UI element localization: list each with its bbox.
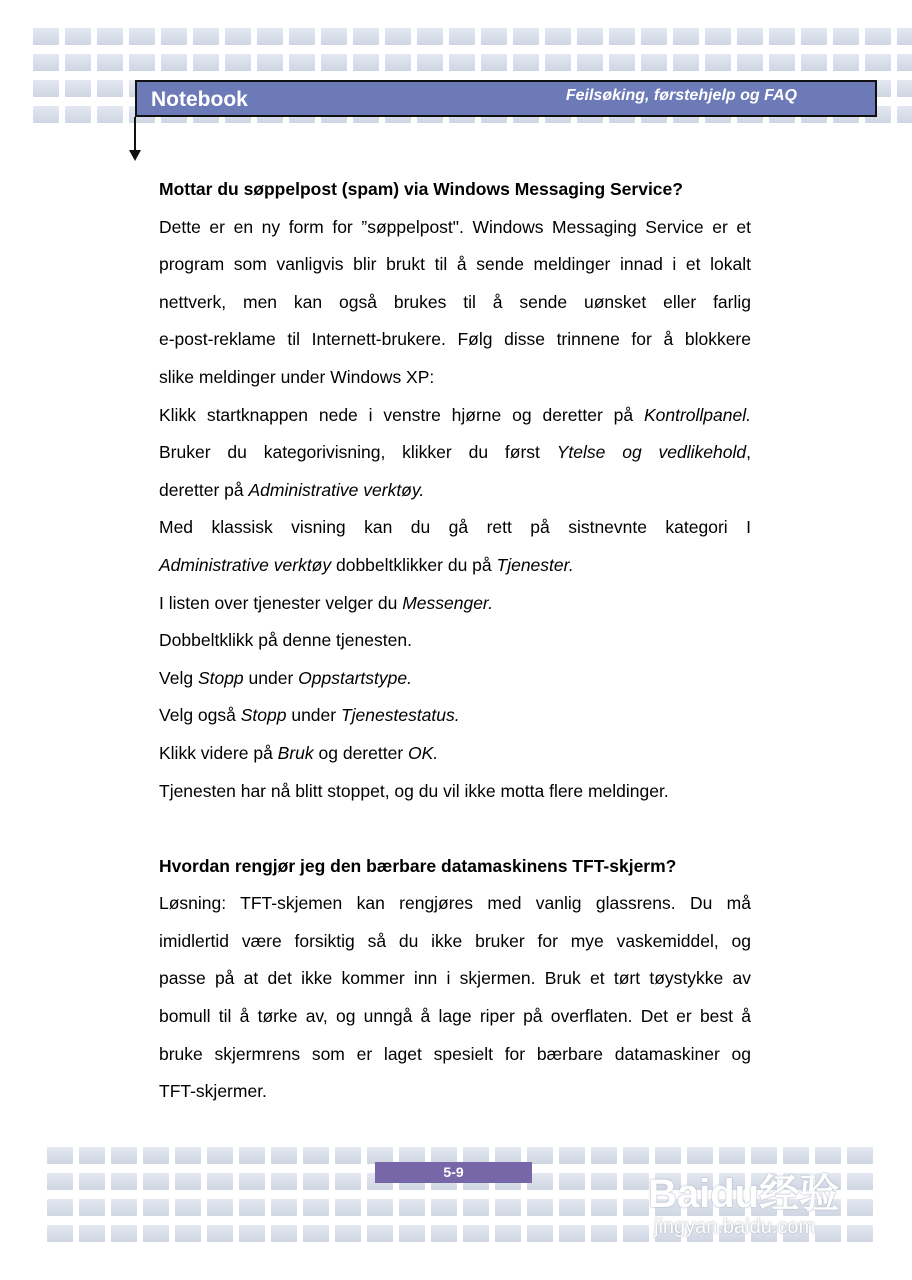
decor-tile xyxy=(335,1147,361,1164)
paragraph-line xyxy=(159,472,751,510)
decor-tile xyxy=(527,1199,553,1216)
decor-tile xyxy=(897,54,912,71)
decor-tile xyxy=(623,1173,649,1190)
decor-tile xyxy=(417,54,443,71)
decor-tile xyxy=(161,28,187,45)
decor-tile xyxy=(559,1225,585,1242)
decor-tile xyxy=(65,54,91,71)
decor-tile xyxy=(399,1225,425,1242)
decor-tile xyxy=(495,1199,521,1216)
decor-tile xyxy=(289,54,315,71)
paragraph-line: passe på at det ikke kommer inn i skjermen. Bruk et tørt tøystykke av xyxy=(159,968,751,989)
decor-tile xyxy=(545,54,571,71)
paragraph-line xyxy=(159,660,751,698)
decor-tile xyxy=(591,1173,617,1190)
decor-tile xyxy=(175,1225,201,1242)
arrow-down-icon xyxy=(129,150,141,161)
decor-tile xyxy=(463,1225,489,1242)
decor-tile xyxy=(33,106,59,123)
paragraph-line: Med klassisk visning kan du gå rett på sistnevnte kategori I xyxy=(159,517,751,538)
decor-tile xyxy=(367,1199,393,1216)
decor-tile xyxy=(47,1147,73,1164)
menu-reference: Administrative verktøy xyxy=(159,554,332,575)
decor-tile xyxy=(609,28,635,45)
watermark-logo-text: Baidu经验 xyxy=(648,1172,840,1216)
decor-tile xyxy=(737,54,763,71)
decor-tile xyxy=(801,28,827,45)
decor-tile xyxy=(367,1225,393,1242)
decor-tile xyxy=(417,28,443,45)
decor-tile xyxy=(865,28,891,45)
decor-tile xyxy=(289,28,315,45)
paragraph-line xyxy=(159,735,751,773)
decor-tile xyxy=(65,80,91,97)
decor-tile xyxy=(865,54,891,71)
text-run: Klikk videre på xyxy=(159,742,278,763)
decor-tile xyxy=(673,54,699,71)
decor-tile xyxy=(111,1147,137,1164)
decor-tile xyxy=(143,1225,169,1242)
paragraph-line: imidlertid være forsiktig så du ikke bruker for mye vaskemiddel, og xyxy=(159,930,751,951)
decor-tile xyxy=(303,1173,329,1190)
decor-tile xyxy=(321,28,347,45)
menu-reference: Stopp xyxy=(197,667,244,688)
paragraph-line: Dobbeltklikk på denne tjenesten. xyxy=(159,630,412,651)
decor-tile xyxy=(449,28,475,45)
decor-tile xyxy=(79,1199,105,1216)
decor-tile xyxy=(335,1199,361,1216)
paragraph-line xyxy=(159,397,751,435)
decor-tile xyxy=(207,1173,233,1190)
decor-tile xyxy=(623,1199,649,1216)
decor-tile xyxy=(559,1199,585,1216)
decor-tile xyxy=(143,1173,169,1190)
decor-tile xyxy=(161,54,187,71)
text-run: , xyxy=(746,442,751,463)
decor-tile xyxy=(47,1225,73,1242)
section-spacer xyxy=(159,810,751,848)
paragraph-line: bomull til å tørke av, og unngå å lage riper på overflaten. Det er best å xyxy=(159,1006,751,1027)
decor-tile xyxy=(47,1199,73,1216)
decor-tile xyxy=(225,28,251,45)
decor-tile xyxy=(801,54,827,71)
menu-reference: Ytelse og vedlikehold xyxy=(556,442,747,463)
decor-tile xyxy=(65,106,91,123)
decor-tile xyxy=(431,1199,457,1216)
menu-reference: Tjenester. xyxy=(496,554,574,575)
menu-reference: Administrative verktøy. xyxy=(248,479,425,500)
menu-reference: Stopp xyxy=(240,705,287,726)
decor-tile xyxy=(239,1225,265,1242)
decor-tile xyxy=(609,54,635,71)
text-run: Velg også xyxy=(159,705,241,726)
decor-tile xyxy=(897,106,912,123)
paragraph-line: bruke skjermrens som er laget spesielt for bærbare datamaskiner og xyxy=(159,1043,751,1064)
decor-tile xyxy=(129,28,155,45)
decor-tile xyxy=(399,1199,425,1216)
decor-tile xyxy=(97,106,123,123)
menu-reference: Tjenestestatus. xyxy=(340,705,460,726)
paragraph-line: Løsning: TFT-skjemen kan rengjøres med vanlig glassrens. Du må xyxy=(159,893,751,914)
decor-tile xyxy=(111,1173,137,1190)
menu-reference: Kontrollpanel. xyxy=(643,404,751,425)
decor-tile xyxy=(193,54,219,71)
decor-tile xyxy=(207,1225,233,1242)
decor-tile xyxy=(79,1173,105,1190)
decor-tile xyxy=(705,54,731,71)
decor-tile xyxy=(33,54,59,71)
menu-reference: OK. xyxy=(408,742,439,763)
paragraph-line: TFT-skjermer. xyxy=(159,1081,267,1102)
decor-tile xyxy=(641,54,667,71)
decor-tile xyxy=(271,1173,297,1190)
text-run: og deretter xyxy=(313,742,409,763)
decor-tile xyxy=(897,80,912,97)
decor-tile xyxy=(271,1147,297,1164)
decor-tile xyxy=(303,1199,329,1216)
decor-tile xyxy=(705,28,731,45)
decor-tile xyxy=(335,1173,361,1190)
decor-tile xyxy=(207,1199,233,1216)
paragraph-line: Tjenesten har nå blitt stoppet, og du vil ikke motta flere meldinger. xyxy=(159,780,669,801)
decor-tile xyxy=(335,1225,361,1242)
decor-tile xyxy=(207,1147,233,1164)
decor-tile xyxy=(431,1225,457,1242)
decor-tile xyxy=(143,1199,169,1216)
paragraph-line xyxy=(159,585,751,623)
text-run: Velg xyxy=(159,667,198,688)
text-run: Bruker du kategorivisning, klikker du først xyxy=(159,442,557,463)
decor-tile xyxy=(225,54,251,71)
decor-tile xyxy=(623,1225,649,1242)
paragraph-line: nettverk, men kan også brukes til å sende uønsket eller farlig xyxy=(159,291,751,312)
decor-tile xyxy=(463,1199,489,1216)
decor-tile xyxy=(769,28,795,45)
decor-tile xyxy=(591,1147,617,1164)
paragraph-line xyxy=(159,547,751,585)
text-run: deretter på xyxy=(159,479,249,500)
decor-tile xyxy=(97,54,123,71)
decor-tile xyxy=(47,1173,73,1190)
header-title: Notebook xyxy=(151,88,248,111)
decor-tile xyxy=(559,1173,585,1190)
paragraph-line xyxy=(159,434,751,472)
text-run: Klikk startknappen nede i venstre hjørne og deretter på xyxy=(159,404,644,425)
menu-reference: Messenger. xyxy=(402,592,493,613)
decor-tile xyxy=(385,28,411,45)
paragraph-line xyxy=(159,697,751,735)
paragraph-line: slike meldinger under Windows XP: xyxy=(159,366,435,387)
decor-tile xyxy=(111,1199,137,1216)
decor-tile xyxy=(271,1225,297,1242)
decor-tile xyxy=(673,28,699,45)
decor-tile xyxy=(239,1199,265,1216)
decor-tile xyxy=(833,54,859,71)
decor-tile xyxy=(353,28,379,45)
decor-tile xyxy=(111,1225,137,1242)
decor-tile xyxy=(513,54,539,71)
decor-tile xyxy=(33,28,59,45)
decor-tile xyxy=(33,80,59,97)
baidu-watermark xyxy=(648,1150,858,1246)
decor-tile xyxy=(79,1225,105,1242)
decor-tile xyxy=(257,54,283,71)
decor-tile xyxy=(321,54,347,71)
decor-tile xyxy=(769,54,795,71)
decor-tile xyxy=(577,54,603,71)
decor-tile xyxy=(897,28,912,45)
paragraph-line: program som vanligvis blir brukt til å sende meldinger innad i et lokalt xyxy=(159,254,751,275)
decor-tile xyxy=(481,54,507,71)
text-run: I listen over tjenester velger du xyxy=(159,592,403,613)
decor-tile xyxy=(257,28,283,45)
decor-tile xyxy=(737,28,763,45)
decor-tile xyxy=(353,54,379,71)
text-run: under xyxy=(243,667,299,688)
decor-tile xyxy=(271,1199,297,1216)
decor-tile xyxy=(513,28,539,45)
decor-tile xyxy=(175,1173,201,1190)
menu-reference: Oppstartstype. xyxy=(298,667,412,688)
decor-tile xyxy=(239,1173,265,1190)
decor-tile xyxy=(623,1147,649,1164)
decor-tile xyxy=(303,1147,329,1164)
decor-tile xyxy=(193,28,219,45)
decor-tile xyxy=(591,1225,617,1242)
page-content xyxy=(159,171,751,1111)
decor-tile xyxy=(545,28,571,45)
section-heading-tft: Hvordan rengjør jeg den bærbare datamaskinens TFT-skjerm? xyxy=(159,855,677,876)
decor-tile xyxy=(175,1199,201,1216)
paragraph-line: Dette er en ny form for ”søppelpost". Windows Messaging Service er et xyxy=(159,216,751,237)
decor-tile xyxy=(79,1147,105,1164)
watermark-url: jingyan.baidu.com xyxy=(654,1216,816,1238)
decor-tile xyxy=(385,54,411,71)
decor-tile xyxy=(143,1147,169,1164)
decor-tile xyxy=(591,1199,617,1216)
paragraph-line: e-post-reklame til Internett-brukere. Følg disse trinnene for å blokkere xyxy=(159,329,751,350)
decor-tile xyxy=(129,54,155,71)
decor-tile xyxy=(559,1147,585,1164)
decor-tile xyxy=(833,28,859,45)
decor-tile xyxy=(527,1225,553,1242)
section-heading-spam: Mottar du søppelpost (spam) via Windows Messaging Service? xyxy=(159,179,683,199)
text-run: under xyxy=(286,705,341,726)
decor-tile xyxy=(97,80,123,97)
decor-tile xyxy=(641,28,667,45)
decor-tile xyxy=(481,28,507,45)
decor-tile xyxy=(239,1147,265,1164)
decor-tile xyxy=(175,1147,201,1164)
header-bar xyxy=(135,80,877,117)
decor-tile xyxy=(97,28,123,45)
text-run: dobbeltklikker du på xyxy=(331,554,497,575)
chapter-title: Feilsøking, førstehjelp og FAQ xyxy=(565,87,797,104)
decor-tile xyxy=(495,1225,521,1242)
decor-tile xyxy=(65,28,91,45)
decor-tile xyxy=(449,54,475,71)
header-connector-line xyxy=(134,117,136,151)
menu-reference: Bruk xyxy=(277,742,314,763)
decor-tile xyxy=(577,28,603,45)
page-number: 5-9 xyxy=(375,1162,532,1183)
decor-tile xyxy=(303,1225,329,1242)
